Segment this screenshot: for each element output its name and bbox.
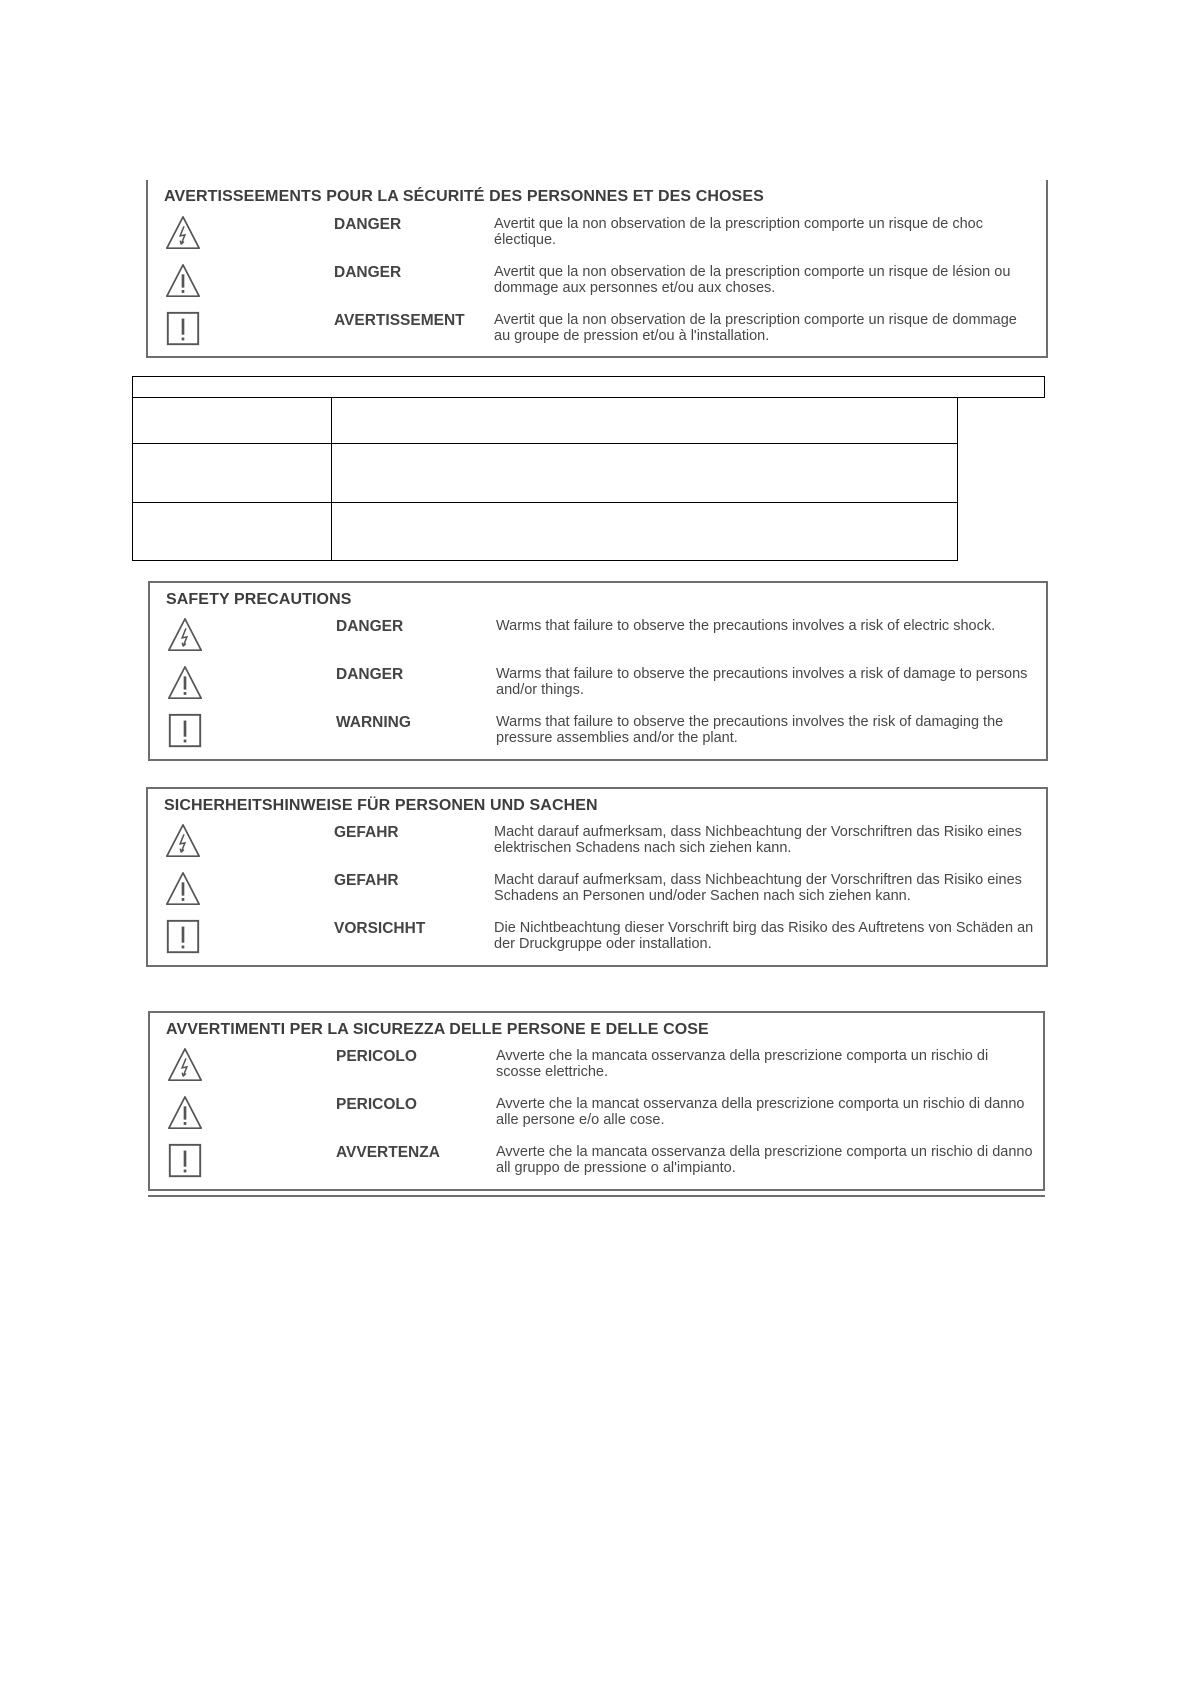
safety-panel-french xyxy=(146,180,1048,358)
precaution-row xyxy=(150,616,1046,662)
precaution-row xyxy=(148,214,1046,260)
precaution-term: GEFAHR xyxy=(334,872,399,889)
precaution-row xyxy=(148,310,1046,356)
precaution-term: PERICOLO xyxy=(336,1048,417,1065)
precaution-row xyxy=(150,664,1046,710)
empty-table xyxy=(132,398,958,561)
precaution-description: Warms that failure to observe the precautions involves a risk of damage to persons and/or things. xyxy=(496,666,1028,698)
precaution-description: Avertit que la non observation de la prescription comporte un risque de choc électique. xyxy=(494,216,983,248)
panel-title: SICHERHEITSHINWEISE FÜR PERSONEN UND SACHEN xyxy=(164,797,598,814)
precaution-description: Avverte che la mancat osservanza della prescrizione comporta un rischio di danno alle persone e/o alle cose. xyxy=(496,1096,1025,1128)
precaution-row xyxy=(150,712,1046,758)
precaution-row xyxy=(148,262,1046,308)
precaution-description: Avertit que la non observation de la prescription comporte un risque de lésion ou dommage aux personnes et/ou aux choses. xyxy=(494,264,1011,296)
precaution-row xyxy=(150,1142,1043,1188)
precaution-term: WARNING xyxy=(336,714,411,731)
precaution-term: DANGER xyxy=(336,618,404,635)
electric-shock-warning-icon xyxy=(164,822,202,860)
precaution-term: VORSICHHT xyxy=(334,920,426,937)
precaution-row xyxy=(148,918,1046,964)
precaution-term: AVERTISSEMENT xyxy=(334,312,465,329)
precaution-term: GEFAHR xyxy=(334,824,399,841)
safety-panel-english xyxy=(148,581,1048,761)
panel-title: AVERTISSEEMENTS POUR LA SÉCURITÉ DES PERSONNES ET DES CHOSES xyxy=(164,188,764,205)
precaution-description: Avertit que la non observation de la prescription comporte un risque de dommage au groupe de pression et/ou à l'installation. xyxy=(494,312,1017,344)
precaution-description: Macht darauf aufmerksam, dass Nichbeachtung der Vorschriftren das Risiko eines elektrischen Schadens nach sich ziehen kann. xyxy=(494,824,1022,856)
precaution-term: DANGER xyxy=(334,264,402,281)
table-divider xyxy=(331,398,332,560)
electric-shock-warning-icon xyxy=(164,214,202,252)
empty-table-header xyxy=(132,376,1045,398)
general-danger-warning-icon xyxy=(164,262,202,300)
panel-title: AVVERTIMENTI PER LA SICUREZZA DELLE PERSONE E DELLE COSE xyxy=(166,1021,709,1038)
precaution-description: Warms that failure to observe the precautions involves a risk of electric shock. xyxy=(496,618,996,634)
exclamation-box-icon xyxy=(166,712,204,750)
precaution-description: Warms that failure to observe the precautions involves the risk of damaging the pressure assemblies and/or the plant. xyxy=(496,714,1004,746)
bottom-rule xyxy=(148,1195,1045,1197)
exclamation-box-icon xyxy=(166,1142,204,1180)
precaution-term: DANGER xyxy=(336,666,404,683)
precaution-description: Macht darauf aufmerksam, dass Nichbeachtung der Vorschriftren das Risiko eines Schadens an Personen und/oder Sachen nach sich ziehen kann. xyxy=(494,872,1022,904)
precaution-row xyxy=(150,1046,1043,1092)
table-divider xyxy=(133,443,957,444)
precaution-term: DANGER xyxy=(334,216,402,233)
safety-panel-german xyxy=(146,787,1048,967)
precaution-row xyxy=(148,870,1046,916)
electric-shock-warning-icon xyxy=(166,1046,204,1084)
precaution-row xyxy=(148,822,1046,868)
precaution-row xyxy=(150,1094,1043,1140)
electric-shock-warning-icon xyxy=(166,616,204,654)
precaution-description: Die Nichtbeachtung dieser Vorschrift birg das Risiko des Auftretens von Schäden an der Druckgruppe oder installation. xyxy=(494,920,1034,952)
table-divider xyxy=(133,502,957,503)
general-danger-warning-icon xyxy=(166,1094,204,1132)
exclamation-box-icon xyxy=(164,918,202,956)
precaution-description: Avverte che la mancata osservanza della prescrizione comporta un rischio di scosse elettriche. xyxy=(496,1048,989,1080)
precaution-term: AVVERTENZA xyxy=(336,1144,440,1161)
exclamation-box-icon xyxy=(164,310,202,348)
general-danger-warning-icon xyxy=(164,870,202,908)
precaution-description: Avverte che la mancata osservanza della prescrizione comporta un rischio di danno all gruppo de pressione o al'impianto. xyxy=(496,1144,1033,1176)
safety-panel-italian xyxy=(148,1011,1045,1191)
precaution-term: PERICOLO xyxy=(336,1096,417,1113)
general-danger-warning-icon xyxy=(166,664,204,702)
panel-title: SAFETY PRECAUTIONS xyxy=(166,591,352,608)
